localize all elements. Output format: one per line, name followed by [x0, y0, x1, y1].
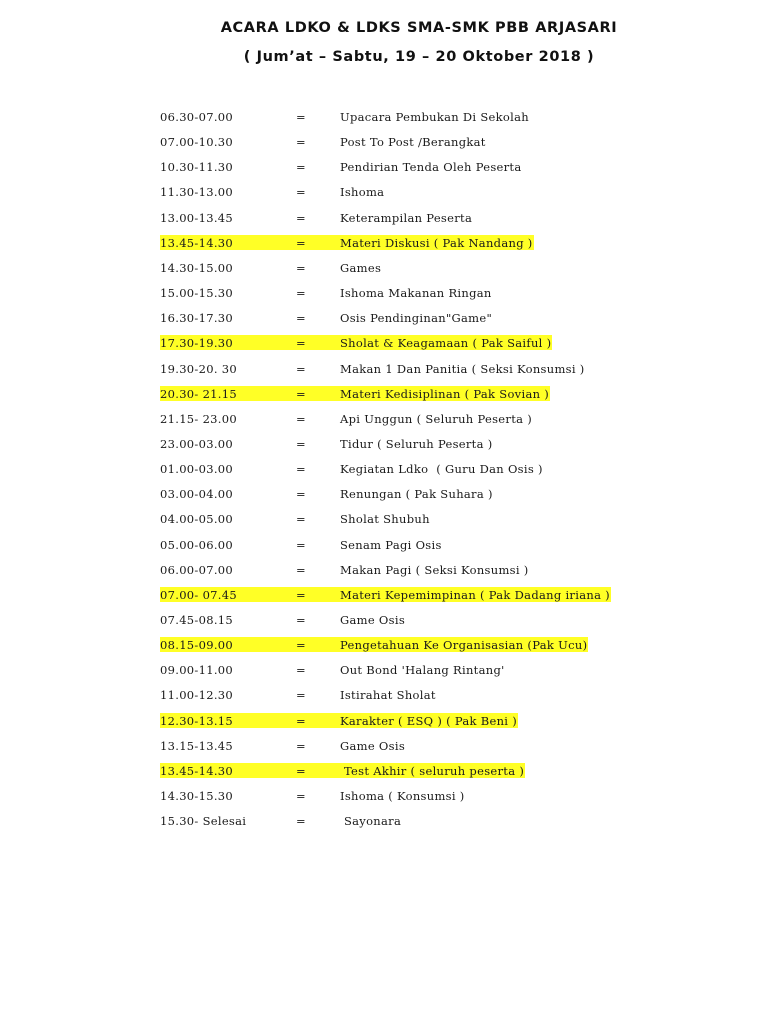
row-separator: = — [296, 286, 306, 301]
row-activity: Karakter ( ESQ ) ( Pak Beni ) — [340, 713, 518, 728]
row-separator: = — [296, 587, 306, 602]
row-separator: = — [296, 436, 306, 451]
row-time: 03.00-04.00 — [160, 487, 234, 502]
row-time: 07.00-10.30 — [160, 135, 234, 150]
row-activity: Makan Pagi ( Seksi Konsumsi ) — [340, 562, 529, 577]
row-separator: = — [296, 537, 306, 552]
row-time: 20.30- 21.15 — [160, 386, 237, 401]
row-separator: = — [296, 361, 306, 376]
row-activity: Materi Kedisiplinan ( Pak Sovian ) — [340, 386, 550, 401]
row-activity: Keterampilan Peserta — [340, 210, 473, 225]
row-activity: Game Osis — [340, 613, 406, 627]
row-activity: Post To Post /Berangkat — [340, 135, 486, 150]
row-time: 15.00-15.30 — [160, 286, 234, 301]
row-separator: = — [296, 688, 306, 703]
row-time: 09.00-11.00 — [160, 663, 234, 678]
row-separator: = — [296, 210, 306, 225]
row-activity: Senam Pagi Osis — [340, 537, 442, 552]
row-activity: Renungan ( Pak Suhara ) — [340, 487, 493, 502]
row-separator: = — [296, 789, 306, 804]
schedule-row — [0, 510, 768, 528]
schedule-row-highlighted — [0, 234, 768, 252]
row-activity: Test Akhir ( seluruh peserta ) — [340, 763, 525, 778]
row-time: 14.30-15.30 — [160, 789, 234, 804]
row-activity: Istirahat Sholat — [340, 688, 436, 703]
row-activity: Materi Diskusi ( Pak Nandang ) — [340, 235, 533, 250]
schedule-row — [0, 410, 768, 428]
row-activity: Ishoma ( Konsumsi ) — [340, 789, 465, 804]
schedule-row — [0, 309, 768, 327]
row-time: 06.00-07.00 — [160, 562, 234, 577]
schedule-row-highlighted — [0, 586, 768, 604]
row-separator: = — [296, 160, 306, 175]
row-activity: Osis Pendinginan"Game" — [340, 311, 493, 326]
row-separator: = — [296, 386, 306, 401]
schedule-row-highlighted — [0, 762, 768, 780]
row-activity: Game Osis — [340, 738, 406, 753]
row-time: 07.00- 07.45 — [160, 587, 237, 602]
schedule-row — [0, 485, 768, 503]
row-separator: = — [296, 814, 306, 829]
schedule-row — [0, 561, 768, 579]
row-separator: = — [296, 411, 306, 426]
row-activity: Games — [340, 260, 382, 275]
row-activity: Pengetahuan Ke Organisasian (Pak Ucu) — [340, 638, 588, 653]
row-time: 06.30-07.00 — [160, 110, 234, 124]
row-activity: Tidur ( Seluruh Peserta ) — [340, 436, 493, 451]
schedule-row-highlighted — [0, 385, 768, 403]
row-activity: Kegiatan Ldko ( Guru Dan Osis ) — [340, 462, 543, 477]
row-activity: Pendirian Tenda Oleh Peserta — [340, 160, 522, 175]
row-separator: = — [296, 336, 306, 351]
schedule-row — [0, 460, 768, 478]
document-subtitle: ( Jum’at – Sabtu, 19 – 20 Oktober 2018 ) — [243, 49, 595, 65]
row-separator: = — [296, 613, 306, 627]
schedule-row — [0, 686, 768, 704]
row-time: 23.00-03.00 — [160, 436, 234, 451]
row-time: 05.00-06.00 — [160, 537, 234, 552]
row-time: 07.45-08.15 — [160, 613, 234, 627]
row-activity: Out Bond 'Halang Rintang' — [340, 663, 505, 678]
row-separator: = — [296, 462, 306, 477]
row-separator: = — [296, 713, 306, 728]
row-activity: Api Unggun ( Seluruh Peserta ) — [340, 411, 533, 426]
row-separator: = — [296, 562, 306, 577]
row-time: 04.00-05.00 — [160, 512, 234, 527]
schedule-row — [0, 737, 768, 755]
row-time: 13.45-14.30 — [160, 235, 234, 250]
row-activity: Materi Kepemimpinan ( Pak Dadang iriana ) — [340, 587, 610, 602]
document-title: ACARA LDKO & LDKS SMA-SMK PBB ARJASARI — [220, 20, 618, 36]
row-activity: Ishoma Makanan Ringan — [340, 286, 492, 301]
row-separator: = — [296, 738, 306, 753]
schedule-row — [0, 812, 768, 830]
row-time: 10.30-11.30 — [160, 160, 234, 175]
row-separator: = — [296, 512, 306, 527]
row-activity: Sholat Shubuh — [340, 512, 430, 527]
row-activity: Sayonara — [340, 814, 402, 829]
row-time: 21.15- 23.00 — [160, 411, 237, 426]
row-separator: = — [296, 763, 306, 778]
row-activity: Makan 1 Dan Panitia ( Seksi Konsumsi ) — [340, 361, 585, 376]
schedule-row — [0, 360, 768, 378]
schedule-row — [0, 661, 768, 679]
row-time: 13.00-13.45 — [160, 210, 234, 225]
schedule-row — [0, 158, 768, 176]
row-time: 14.30-15.00 — [160, 260, 234, 275]
row-time: 01.00-03.00 — [160, 462, 234, 477]
schedule-row-highlighted — [0, 636, 768, 654]
row-separator: = — [296, 311, 306, 326]
row-time: 11.30-13.00 — [160, 185, 234, 200]
row-separator: = — [296, 663, 306, 678]
schedule-row-highlighted — [0, 334, 768, 352]
schedule-row — [0, 259, 768, 277]
schedule-row — [0, 435, 768, 453]
row-separator: = — [296, 110, 306, 124]
row-time: 11.00-12.30 — [160, 688, 234, 703]
schedule-row — [0, 133, 768, 151]
schedule-row — [0, 108, 768, 126]
schedule-row — [0, 787, 768, 805]
schedule-row — [0, 536, 768, 554]
schedule-row — [0, 209, 768, 227]
row-separator: = — [296, 185, 306, 200]
schedule-row-highlighted — [0, 712, 768, 730]
schedule-row — [0, 183, 768, 201]
row-separator: = — [296, 235, 306, 250]
row-time: 15.30- Selesai — [160, 814, 247, 829]
row-activity: Ishoma — [340, 185, 385, 200]
row-time: 08.15-09.00 — [160, 638, 234, 653]
row-activity: Sholat & Keagamaan ( Pak Saiful ) — [340, 336, 552, 351]
row-time: 17.30-19.30 — [160, 336, 234, 351]
row-time: 12.30-13.15 — [160, 713, 234, 728]
row-time: 13.45-14.30 — [160, 763, 234, 778]
row-separator: = — [296, 135, 306, 150]
row-activity: Upacara Pembukan Di Sekolah — [340, 110, 529, 124]
row-time: 16.30-17.30 — [160, 311, 234, 326]
row-separator: = — [296, 638, 306, 653]
schedule-row — [0, 284, 768, 302]
row-separator: = — [296, 260, 306, 275]
row-time: 19.30-20. 30 — [160, 361, 237, 376]
schedule-row — [0, 611, 768, 629]
row-separator: = — [296, 487, 306, 502]
row-time: 13.15-13.45 — [160, 738, 234, 753]
